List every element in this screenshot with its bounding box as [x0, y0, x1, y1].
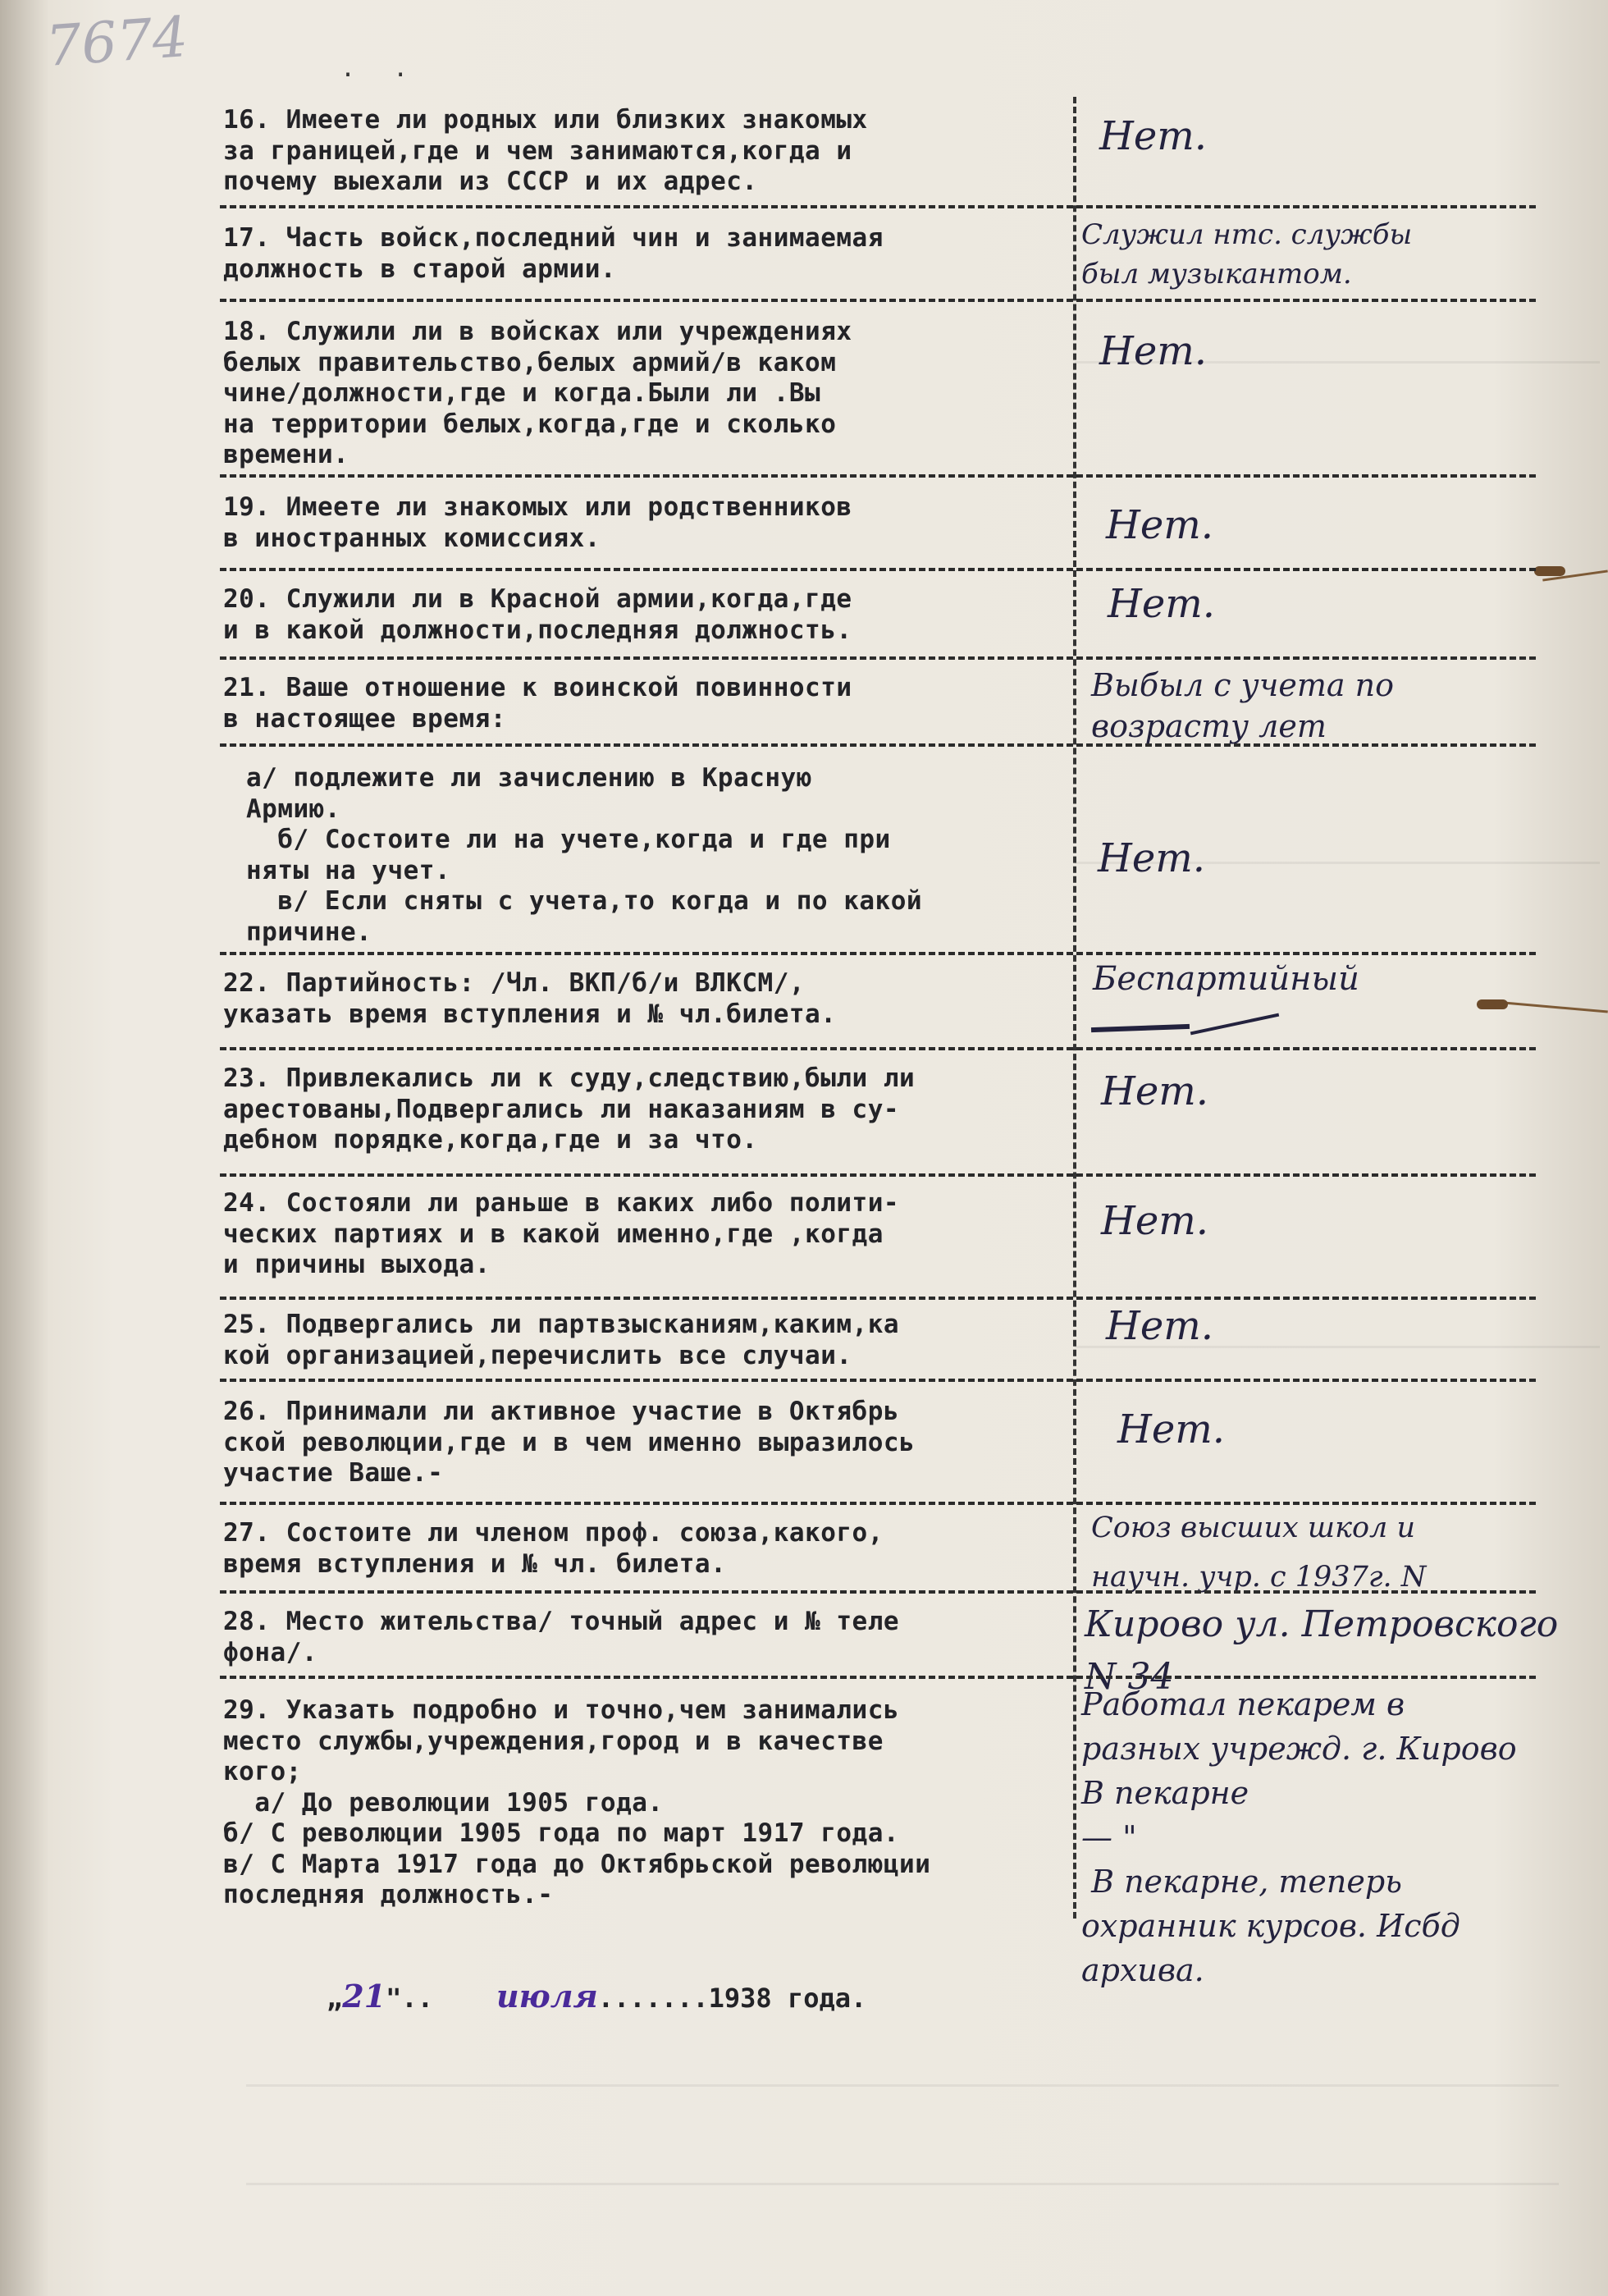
row-separator [220, 568, 1536, 571]
row-separator [220, 1047, 1536, 1050]
signature-date: „21".. июля.......1938 года. [327, 1978, 867, 2015]
row-separator [220, 474, 1536, 478]
answer-22: Беспартийный [1093, 960, 1359, 998]
binding-hole [1534, 566, 1565, 576]
answer-18: Нет. [1099, 328, 1208, 374]
answer-21: Выбыл с учета по возрасту лет [1091, 667, 1394, 744]
question-27: 27. Состоите ли членом проф. союза,какого, время вступления и № чл. билета. [223, 1518, 884, 1579]
row-separator [220, 1590, 1536, 1594]
question-26: 26. Принимали ли активное участие в Октябрь ской революции,где и в чем именно выразилось участие Ваше.- [223, 1397, 916, 1488]
question-18: 18. Служили ли в войсках или учреждениях белых правительство,белых армий/в каком чине/должности,где и когда.Были ли .Вы на территории белых,когда,где и сколько времени. [223, 317, 852, 469]
answer-27: Союз высших школ и научн. учр. с 1937г. N [1091, 1512, 1427, 1594]
question-22: 22. Партийность: /Чл. ВКП/б/и ВЛКСМ/, указать время вступления и № чл.билета. [223, 968, 837, 1029]
answer-21-sub: Нет. [1098, 835, 1206, 881]
answer-23: Нет. [1101, 1068, 1209, 1114]
answer-17: Служил нтс. службы был музыкантом. [1081, 218, 1413, 290]
page-ticks: . . [340, 54, 420, 83]
answer-25: Нет. [1106, 1303, 1214, 1349]
question-17: 17. Часть войск,последний чин и занимаемая должность в старой армии. [223, 223, 884, 284]
question-24: 24. Состояли ли раньше в каких либо полити- ческих партиях и в какой именно,где ,когда и причины выхода. [223, 1188, 900, 1279]
row-separator [220, 299, 1536, 302]
question-16: 16. Имеете ли родных или близких знакомых за границей,где и чем занимаются,когда и почему выехали из СССР и их адрес. [223, 105, 868, 196]
answer-29: Работал пекарем в разных учрежд. г. Кирово В пекарне — " В пекарне, теперь охранник курсов. Исбд архива. [1081, 1686, 1517, 1988]
crossed-out-ink [1190, 1013, 1279, 1036]
bleed-through-rule [246, 2084, 1559, 2087]
question-28: 28. Место жительства/ точный адрес и № теле фона/. [223, 1607, 900, 1667]
row-separator [220, 743, 1536, 747]
question-21-sub: а/ подлежите ли зачислению в Красную Армию. б/ Состоите ли на учете,когда и где при няты на учет. в/ Если сняты с учета,то когда и по какой причине. [246, 763, 923, 947]
question-29: 29. Указать подробно и точно,чем занимались место службы,учреждения,город и в качестве кого; а/ До революции 1905 года. б/ С революции 1905 года по март 1917 года. в/ С Марта 1917 года до Октябрьской революции последняя должность.- [223, 1695, 931, 1910]
answer-19: Нет. [1106, 502, 1214, 548]
question-23: 23. Привлекались ли к суду,следствию,были ли арестованы,Подвергались ли наказаниям в су- дебном порядке,когда,где и за что. [223, 1063, 916, 1155]
question-19: 19. Имеете ли знакомых или родственников в иностранных комиссиях. [223, 492, 852, 553]
row-separator [220, 1379, 1536, 1382]
row-separator [220, 1676, 1536, 1679]
date-day: 21 [342, 1978, 386, 2015]
date-year: 1938 года. [708, 1983, 867, 2014]
question-21: 21. Ваше отношение к воинской повинности в настоящее время: [223, 673, 852, 734]
answer-20: Нет. [1108, 581, 1216, 627]
binding-hole [1477, 999, 1508, 1009]
answer-16: Нет. [1099, 113, 1208, 159]
bleed-through-rule [246, 2183, 1559, 2185]
answer-28: Кирово ул. Петровского N 34 [1085, 1603, 1559, 1698]
date-month: июля [496, 1978, 598, 2015]
question-25: 25. Подвергались ли партвзысканиям,каким,ка кой организацией,перечислить все случаи. [223, 1310, 900, 1370]
row-separator [220, 1297, 1536, 1300]
crossed-out-ink [1091, 1024, 1190, 1032]
row-separator [220, 1173, 1536, 1177]
question-20: 20. Служили ли в Красной армии,когда,где и в какой должности,последняя должность. [223, 584, 852, 645]
archive-mark: 7674 [43, 5, 190, 80]
row-separator [220, 952, 1536, 955]
column-divider [1073, 97, 1076, 1919]
answer-24: Нет. [1101, 1198, 1209, 1244]
answer-26: Нет. [1117, 1406, 1226, 1452]
row-separator [220, 205, 1536, 208]
row-separator [220, 656, 1536, 660]
